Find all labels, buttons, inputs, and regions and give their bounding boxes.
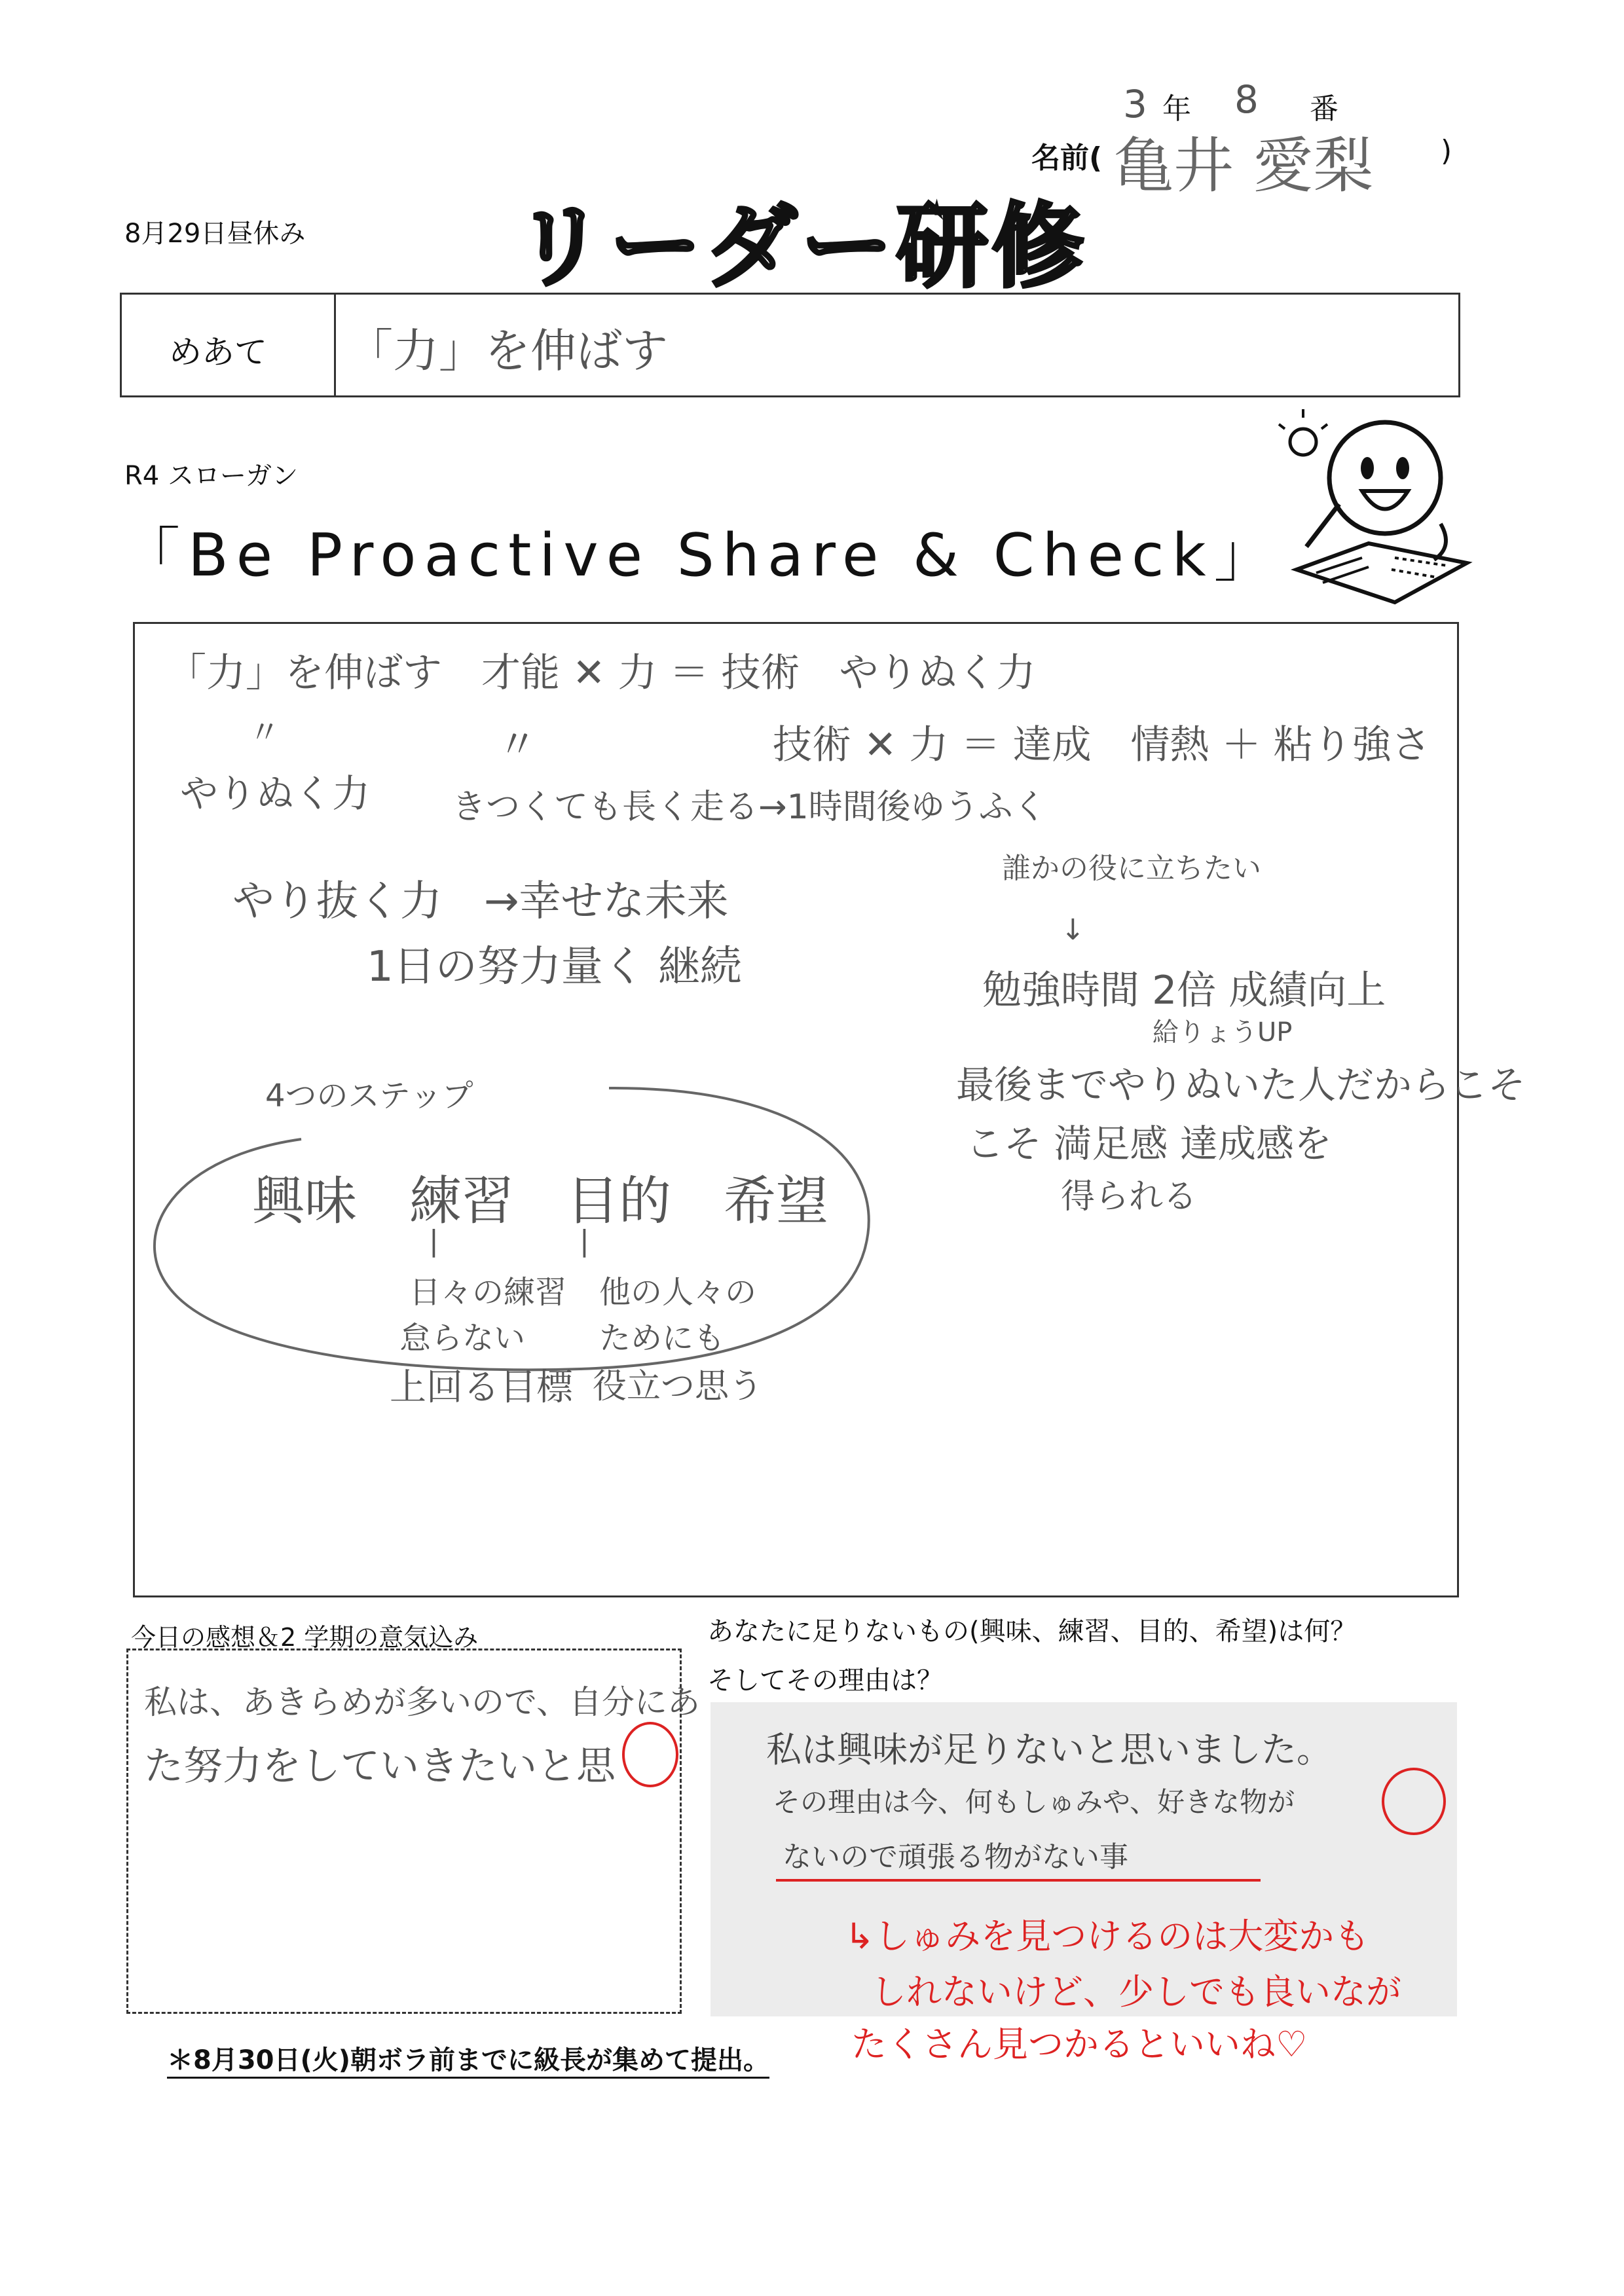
notes-right-1: 誰かの役に立ちたい bbox=[1002, 852, 1261, 885]
session-date: 8月29日昼休み bbox=[124, 219, 306, 249]
steps-sub-2a: 他の人々の bbox=[599, 1274, 757, 1311]
steps-sub-2c: 役立つ思う bbox=[593, 1367, 764, 1406]
notes-right-2: 勉強時間 2倍 成績向上 bbox=[982, 968, 1386, 1013]
teacher-comment-2: しれないけど、少しでも良いなが bbox=[871, 1971, 1401, 2013]
steps-label: 4つのステップ bbox=[265, 1078, 473, 1114]
notes-line-5: 1日の努力量く 継続 bbox=[367, 943, 743, 991]
steps-sub-1c: 上回る目標 bbox=[390, 1366, 573, 1409]
goal-box bbox=[120, 293, 1460, 397]
notes-right-4: 最後までやりぬいた人だからこそ bbox=[956, 1063, 1526, 1107]
notes-right-3: 給りょうUP bbox=[1153, 1017, 1293, 1048]
steps-sub-1a: 日々の練習 bbox=[409, 1274, 567, 1311]
goal-divider bbox=[334, 293, 336, 397]
name-close: ) bbox=[1441, 134, 1452, 168]
teacher-comment-1: ↳しゅみを見つけるのは大変かも bbox=[845, 1916, 1370, 1957]
question-line-2: そしてその理由は？ bbox=[707, 1666, 943, 1696]
notes-right-5: こそ 満足感 達成感を bbox=[966, 1121, 1332, 1166]
steps-mark-2: | bbox=[580, 1224, 589, 1258]
notes-line-3a: やりぬく力 bbox=[180, 771, 371, 816]
answer-line-1: 私は興味が足りないと思いました。 bbox=[766, 1729, 1332, 1770]
slogan-text: 「Be Proactive Share & Check」 bbox=[121, 521, 1281, 590]
teacher-circle-mark bbox=[622, 1722, 678, 1787]
notes-line-3b: きつくても長く走る→1時間後ゆうふく bbox=[452, 788, 1047, 827]
name-value: 亀井 愛梨 bbox=[1113, 131, 1374, 201]
impressions-line-1: 私は、あきらめが多いので、自分にあ bbox=[144, 1683, 700, 1721]
name-label: 名前( bbox=[1031, 141, 1103, 175]
slogan-label: R4 スローガン bbox=[124, 461, 299, 491]
goal-value: 「力」を伸ばす bbox=[347, 324, 668, 378]
goal-label: めあて bbox=[169, 333, 267, 371]
notes-line-2-mark: 〃 bbox=[249, 714, 281, 751]
steps-sub-1b: 怠らない bbox=[399, 1320, 526, 1357]
notes-line-1: 「力」を伸ばす 才能 ✕ 力 ＝ 技術 やりぬく力 bbox=[167, 650, 1036, 696]
number-value: 8 bbox=[1234, 77, 1259, 122]
mascot-illustration bbox=[1277, 406, 1473, 615]
answer-line-3: ないので頑張る物がない事 bbox=[783, 1840, 1128, 1874]
teacher-answer-circle bbox=[1382, 1768, 1446, 1835]
page-title: リーダー研修 bbox=[514, 194, 1088, 301]
grade-value: 3 bbox=[1123, 82, 1147, 126]
notes-right-arrow: ↓ bbox=[1061, 913, 1085, 947]
steps-sub-2b: ためにも bbox=[599, 1320, 726, 1357]
steps-list: 興味 練習 目的 希望 bbox=[252, 1171, 828, 1231]
number-label: 番 bbox=[1310, 92, 1338, 126]
submission-note: ＊8月30日(火)朝ボラ前までに級長が集めて提出。 bbox=[167, 2039, 769, 2079]
teacher-comment-3: たくさん見つかるといいね♡ bbox=[851, 2024, 1308, 2065]
steps-mark-1: | bbox=[429, 1224, 439, 1258]
answer-line-2: その理由は今、何もしゅみや、好きな物が bbox=[773, 1786, 1295, 1818]
teacher-underline bbox=[776, 1879, 1261, 1882]
impressions-line-2: た努力をしていきたいと思 bbox=[144, 1743, 616, 1789]
grade-label: 年 bbox=[1162, 92, 1191, 126]
notes-line-2: 〃 技術 ✕ 力 ＝ 達成 情熱 ＋ 粘り強さ bbox=[498, 722, 1431, 768]
impressions-label: 今日の感想＆2 学期の意気込み bbox=[131, 1623, 479, 1652]
question-line-1: あなたに足りないもの(興味、練習、目的、希望)は何？ bbox=[707, 1616, 1357, 1647]
notes-line-4: やり抜く力 →幸せな未来 bbox=[232, 877, 729, 926]
notes-right-6: 得られる bbox=[1061, 1177, 1198, 1216]
